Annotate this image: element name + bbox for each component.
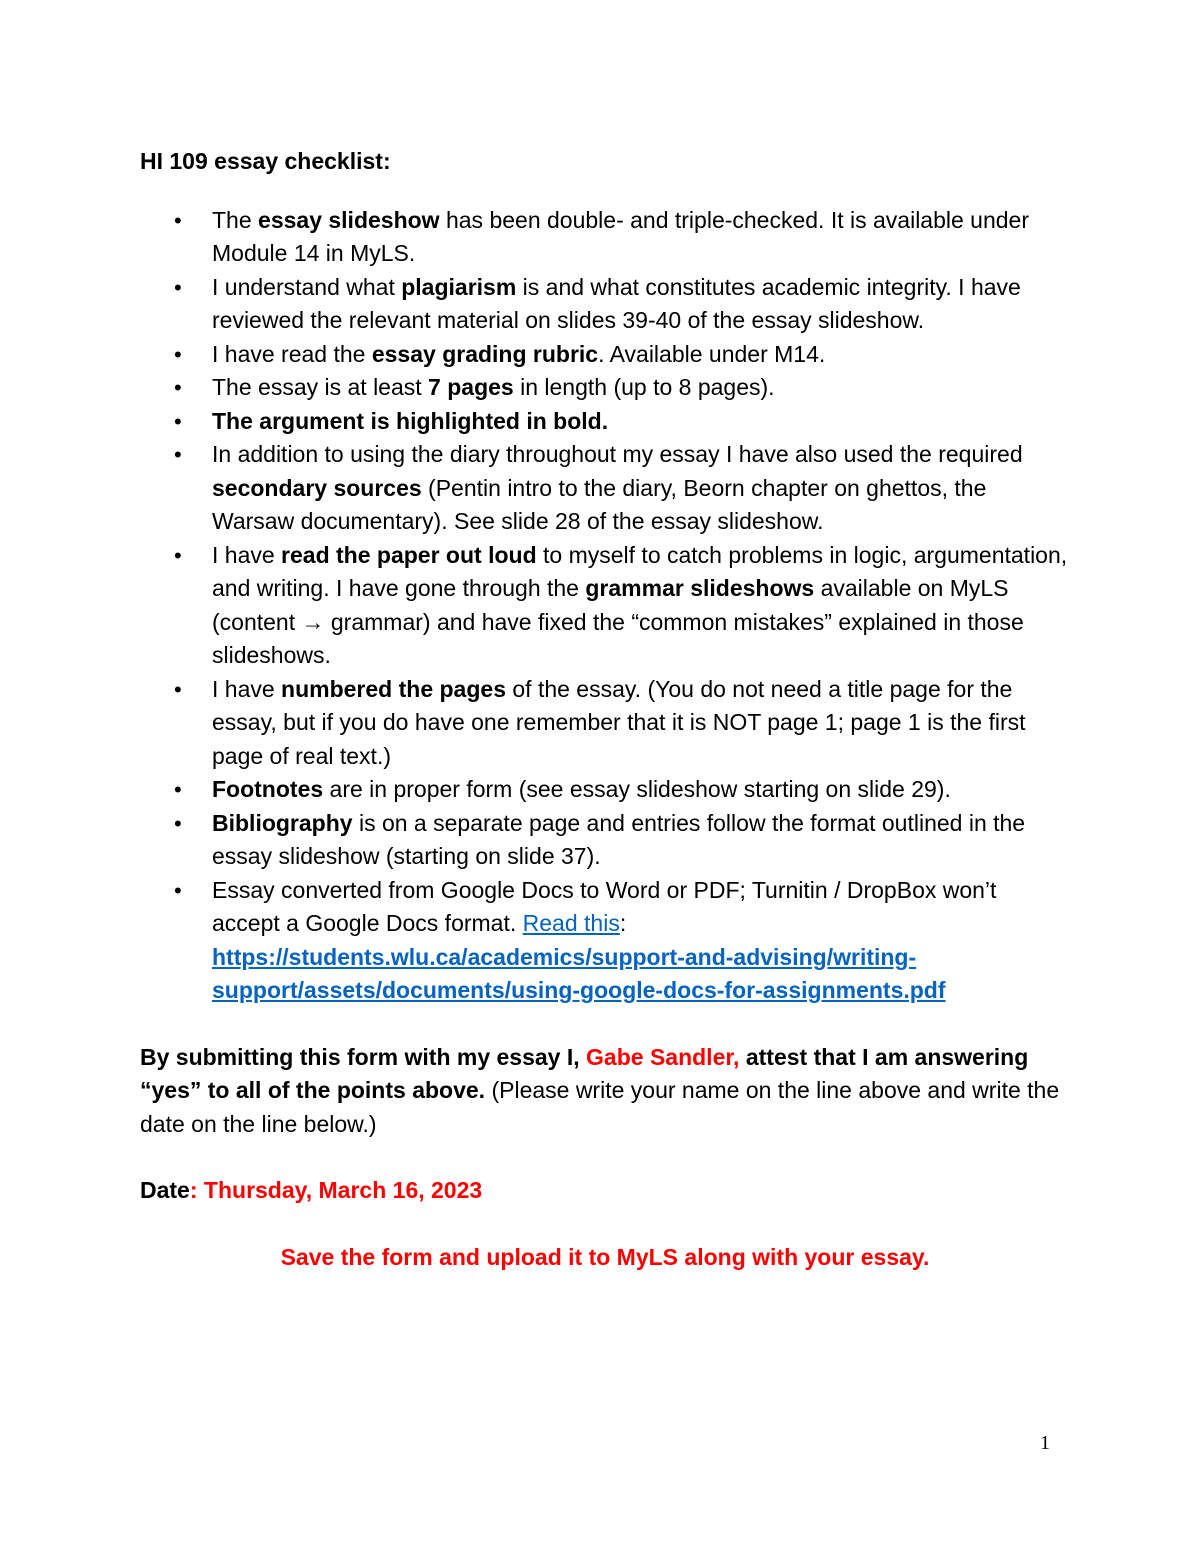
checklist-item xyxy=(140,673,1070,774)
date-label: Date xyxy=(140,1177,190,1203)
bullet-icon: • xyxy=(174,777,182,802)
checklist xyxy=(140,204,1070,1008)
bullet-icon: • xyxy=(174,810,182,836)
attestation-paragraph xyxy=(140,1041,1070,1142)
bullet-icon: • xyxy=(174,877,182,903)
attest-text: attest that I am answering “yes” to all of the points above. xyxy=(140,1043,1029,1103)
item-text: I understand what xyxy=(212,273,402,300)
item-text: of the essay. (You do not need a title page for the essay, but if you do have one remember that it is NOT page 1; page 1 is the first page of real text.) xyxy=(212,675,1026,769)
google-docs-guide-link[interactable]: https://students.wlu.ca/academics/support-and-advising/writing-support/assets/documents/using-google-docs-for-assignments.pdf xyxy=(212,943,946,1003)
checklist-item xyxy=(140,371,1070,405)
item-bold-text: plagiarism xyxy=(401,273,517,300)
student-name: Gabe Sandler, xyxy=(586,1043,740,1070)
item-text: (Pentin intro to the diary, Beorn chapter on ghettos, the Warsaw documentary). See slide 28 of the essay slideshow. xyxy=(212,474,987,534)
item-bold-text: read the paper out loud xyxy=(281,541,537,568)
item-bold-text: Bibliography xyxy=(212,809,353,836)
item-bold-text: secondary sources xyxy=(212,474,422,501)
item-text: grammar) and have fixed the “common mistakes” explained in those slideshows. xyxy=(212,608,1024,668)
document-page xyxy=(140,145,1070,1274)
item-text: to myself to catch problems in logic, argumentation, and writing. I have gone through the xyxy=(212,541,1068,601)
item-bold-text: The argument is highlighted in bold. xyxy=(212,407,609,434)
page-number: 1 xyxy=(1040,1432,1050,1454)
checklist-item xyxy=(140,338,1070,372)
item-bold-text: essay slideshow xyxy=(258,206,440,233)
date-colon: : xyxy=(189,1177,198,1203)
attest-instructions: (Please write your name on the line above and write the date on the line below.) xyxy=(140,1077,1060,1137)
item-text: : xyxy=(619,910,627,936)
item-text: available on MyLS (content xyxy=(212,575,1009,635)
bullet-icon: • xyxy=(174,676,182,702)
item-text: is on a separate page and entries follow the format outlined in the essay slideshow (starting on slide 37). xyxy=(212,809,1026,869)
item-bold-text: grammar slideshows xyxy=(585,575,815,601)
item-bold-text: 7 pages xyxy=(428,374,514,400)
bullet-icon: • xyxy=(174,207,182,233)
item-bold-text: numbered the pages xyxy=(281,675,506,702)
item-text: I have xyxy=(212,675,282,702)
bullet-icon: • xyxy=(174,375,182,400)
item-text: is and what constitutes academic integrity. I have reviewed the relevant material on slides 39-40 of the essay slideshow. xyxy=(212,273,1021,333)
bullet-icon: • xyxy=(174,341,182,367)
item-text: I have read the xyxy=(212,340,372,367)
item-text: Essay converted from Google Docs to Word or PDF; Turnitin / DropBox won’t accept a Google Docs format. xyxy=(212,876,997,936)
save-instructions: Save the form and upload it to MyLS along with your essay. xyxy=(280,1243,930,1270)
bullet-icon: • xyxy=(174,274,182,300)
bullet-icon: • xyxy=(174,542,182,568)
item-text: I have xyxy=(212,541,282,568)
bullet-icon: • xyxy=(174,442,182,467)
arrow-right-icon: → xyxy=(301,608,325,635)
item-text: . Available under M14. xyxy=(598,340,826,367)
checklist-item xyxy=(140,405,1070,439)
checklist-item xyxy=(140,773,1070,807)
checklist-item xyxy=(140,438,1070,539)
item-text: In addition to using the diary throughout my essay I have also used the required xyxy=(212,441,1023,467)
checklist-item xyxy=(140,204,1070,271)
item-bold-text: Footnotes xyxy=(212,776,324,802)
page-title: HI 109 essay checklist: xyxy=(140,148,391,174)
attest-text: By submitting this form with my essay I, xyxy=(140,1043,587,1070)
checklist-item xyxy=(140,874,1070,1008)
bullet-icon: • xyxy=(174,408,182,434)
item-text: has been double- and triple-checked. It is available under Module 14 in MyLS. xyxy=(212,206,1030,266)
item-text: in length (up to 8 pages). xyxy=(513,374,775,400)
date-value: Thursday, March 16, 2023 xyxy=(197,1177,483,1203)
date-line xyxy=(140,1174,1070,1208)
read-this-link[interactable]: Read this xyxy=(522,910,620,936)
checklist-item xyxy=(140,807,1070,874)
item-text: The essay is at least xyxy=(212,374,429,400)
item-text: are in proper form (see essay slideshow starting on slide 29). xyxy=(323,776,951,802)
item-text: The xyxy=(212,206,259,233)
item-bold-text: essay grading rubric xyxy=(371,340,599,367)
checklist-item xyxy=(140,539,1070,673)
checklist-item xyxy=(140,271,1070,338)
